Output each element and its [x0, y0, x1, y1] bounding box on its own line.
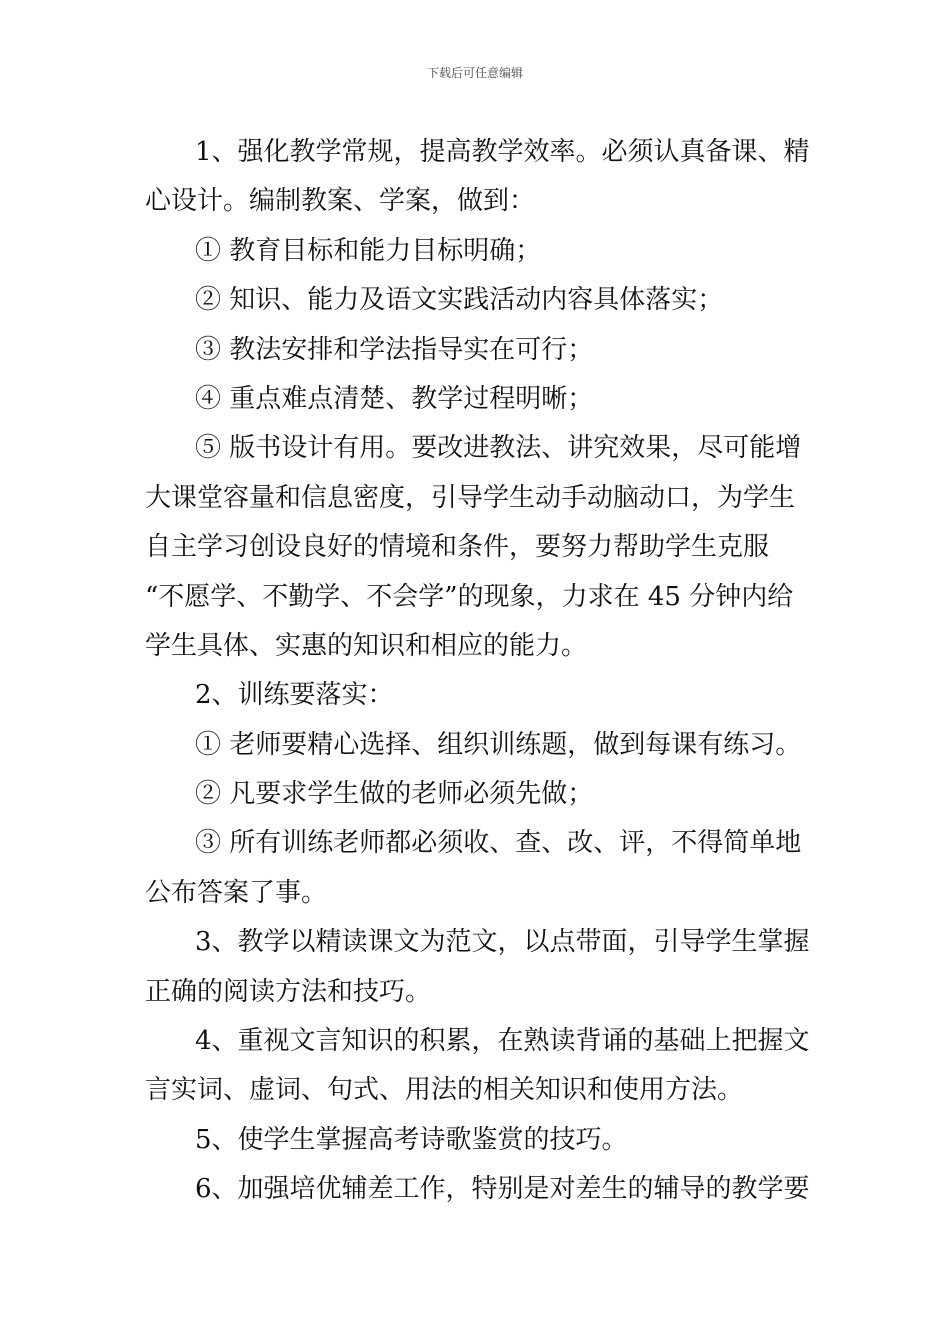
- list-item: ⑤ 版书设计有用。要改进教法、讲究效果，尽可能增: [195, 433, 802, 464]
- text-line: 公布答案了事。: [145, 877, 328, 908]
- text-line: 自主学习创设良好的情境和条件，要努力帮助学生克服: [145, 532, 770, 563]
- page-header-note: 下载后可任意编辑: [426, 66, 523, 80]
- text-line: 6、加强培优辅差工作，特别是对差生的辅导的教学要: [195, 1174, 810, 1205]
- section-heading: 2、训练要落实：: [195, 680, 394, 711]
- text-line: 1、强化教学常规，提高教学效率。必须认真备课、精: [195, 137, 810, 167]
- text-line: 心设计。编制教案、学案，做到：: [145, 186, 536, 217]
- text-line: 3、教学以精读课文为范文，以点带面，引导学生掌握: [195, 927, 810, 958]
- text-line: 大课堂容量和信息密度，引导学生动手动脑动口，为学生: [145, 482, 796, 513]
- list-item: ③ 教法安排和学法指导实在可行；: [195, 334, 594, 365]
- text-line: “不愿学、不勤学、不会学”的现象，力求在 45 分钟内给: [145, 581, 794, 612]
- list-item: ② 知识、能力及语文实践活动内容具体落实；: [195, 285, 724, 316]
- list-item: ② 凡要求学生做的老师必须先做；: [195, 779, 594, 810]
- list-item: ① 教育目标和能力目标明确；: [195, 235, 542, 266]
- list-item: ③ 所有训练老师都必须收、查、改、评，不得简单地: [195, 828, 802, 859]
- document-body: [145, 128, 810, 1215]
- text-line: 言实词、虚词、句式、用法的相关知识和使用方法。: [145, 1075, 744, 1106]
- list-item: ① 老师要精心选择、组织训练题，做到每课有练习。: [195, 729, 802, 760]
- text-line: 4、重视文言知识的积累，在熟读背诵的基础上把握文: [195, 1026, 810, 1057]
- text-line: 正确的阅读方法和技巧。: [145, 976, 432, 1007]
- list-item: ④ 重点难点清楚、教学过程明晰；: [195, 383, 594, 414]
- text-line: 学生具体、实惠的知识和相应的能力。: [145, 630, 588, 661]
- text-line: 5、使学生掌握高考诗歌鉴赏的技巧。: [195, 1124, 628, 1155]
